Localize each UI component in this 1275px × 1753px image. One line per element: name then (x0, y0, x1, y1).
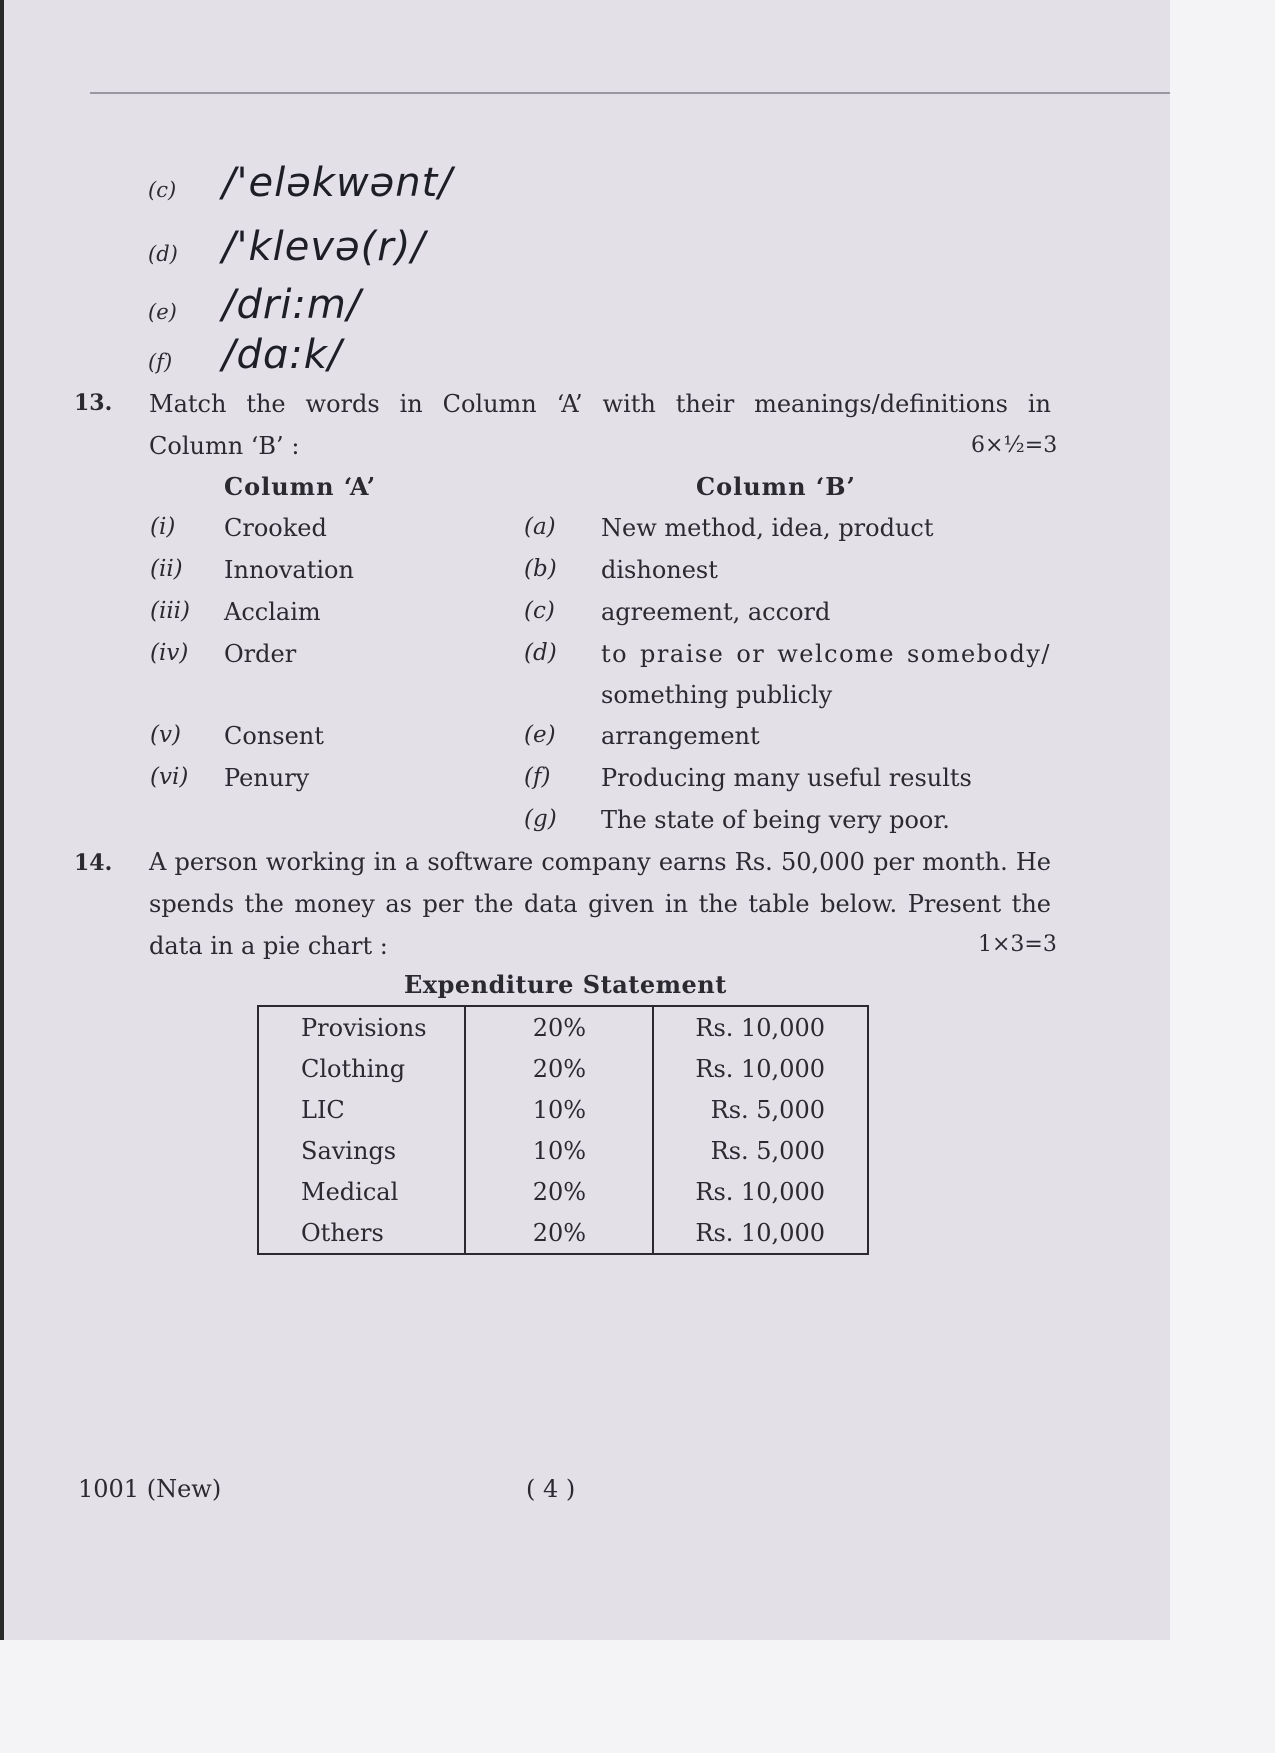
column-a-item: Acclaim (224, 598, 321, 626)
question-14-line-2: spends the money as per the data given in the table below. Present the (149, 890, 1051, 918)
table-caption: Expenditure Statement (404, 970, 727, 999)
column-a-item: Order (224, 640, 297, 668)
percent-cell: 20% (465, 1171, 653, 1212)
table-row (258, 1006, 868, 1048)
table-row (258, 1171, 868, 1212)
column-b-item: Producing many useful results (601, 764, 972, 792)
item-cell: Savings (258, 1130, 465, 1171)
column-a-label: (ii) (150, 556, 183, 582)
option-label-f: (f) (148, 350, 173, 374)
table-row (258, 1048, 868, 1089)
column-b-label: (f) (524, 764, 551, 790)
column-b-item: dishonest (601, 556, 718, 584)
amount-cell: Rs. 5,000 (653, 1089, 868, 1130)
column-a-item: Penury (224, 764, 310, 792)
percent-cell: 20% (465, 1048, 653, 1089)
column-a-item: Innovation (224, 556, 354, 584)
column-b-label: (d) (524, 640, 557, 666)
column-b-item: agreement, accord (601, 598, 831, 626)
page-number: ( 4 ) (526, 1475, 576, 1503)
table-row (258, 1212, 868, 1254)
column-b-label: (b) (524, 556, 557, 582)
amount-cell: Rs. 5,000 (653, 1130, 868, 1171)
column-b-label: (g) (524, 806, 557, 832)
question-14-text (149, 841, 1051, 967)
option-label-e: (e) (148, 300, 177, 324)
amount-cell: Rs. 10,000 (653, 1006, 868, 1048)
item-cell: LIC (258, 1089, 465, 1130)
column-b-label: (e) (524, 722, 556, 748)
column-a-label: (iii) (150, 598, 191, 624)
amount-cell: Rs. 10,000 (653, 1212, 868, 1254)
option-label-c: (c) (148, 178, 177, 202)
column-b-label: (c) (524, 598, 555, 624)
handwritten-option-d: /'klevә(r)/ (222, 224, 426, 270)
column-b-label: (a) (524, 514, 556, 540)
question-13-line-2: Column ‘B’ : (149, 432, 300, 460)
column-a-label: (iv) (150, 640, 189, 666)
question-14-number: 14. (74, 850, 113, 876)
option-label-d: (d) (148, 242, 178, 266)
column-a-label: (v) (150, 722, 181, 748)
question-14-line-3: data in a pie chart : (149, 932, 388, 960)
percent-cell: 10% (465, 1089, 653, 1130)
column-a-item: Crooked (224, 514, 327, 542)
question-13-number: 13. (74, 390, 113, 416)
expenditure-table (257, 1005, 869, 1255)
sheet-edge (90, 92, 1170, 94)
percent-cell: 20% (465, 1006, 653, 1048)
amount-cell: Rs. 10,000 (653, 1048, 868, 1089)
item-cell: Provisions (258, 1006, 465, 1048)
item-cell: Medical (258, 1171, 465, 1212)
column-a-header: Column ‘A’ (224, 472, 377, 501)
table-row (258, 1089, 868, 1130)
paper-code: 1001 (New) (78, 1475, 222, 1503)
amount-cell: Rs. 10,000 (653, 1171, 868, 1212)
question-14-line-1: A person working in a software company earns Rs. 50,000 per month. He (149, 848, 1051, 876)
question-13-line-1: Match the words in Column ‘A’ with their meanings/definitions in (149, 390, 1051, 418)
percent-cell: 20% (465, 1212, 653, 1254)
question-14-marks: 1×3=3 (978, 932, 1057, 957)
handwritten-option-e: /dri:m/ (222, 282, 362, 328)
column-b-header: Column ‘B’ (696, 472, 856, 501)
column-a-label: (i) (150, 514, 176, 540)
column-a-label: (vi) (150, 764, 189, 790)
table-row (258, 1130, 868, 1171)
question-13-marks: 6×½=3 (971, 433, 1058, 458)
column-b-item: New method, idea, product (601, 514, 934, 542)
handwritten-option-c: /'elәkwәnt/ (222, 160, 453, 206)
question-13-text (149, 383, 1051, 467)
percent-cell: 10% (465, 1130, 653, 1171)
handwritten-option-f: /dɑ:k/ (222, 332, 343, 378)
column-b-item: arrangement (601, 722, 760, 750)
column-b-item: The state of being very poor. (601, 806, 950, 834)
column-b-item: to praise or welcome somebody/ (601, 640, 1051, 668)
column-a-item: Consent (224, 722, 324, 750)
column-b-item-continued: something publicly (601, 681, 833, 709)
item-cell: Clothing (258, 1048, 465, 1089)
item-cell: Others (258, 1212, 465, 1254)
